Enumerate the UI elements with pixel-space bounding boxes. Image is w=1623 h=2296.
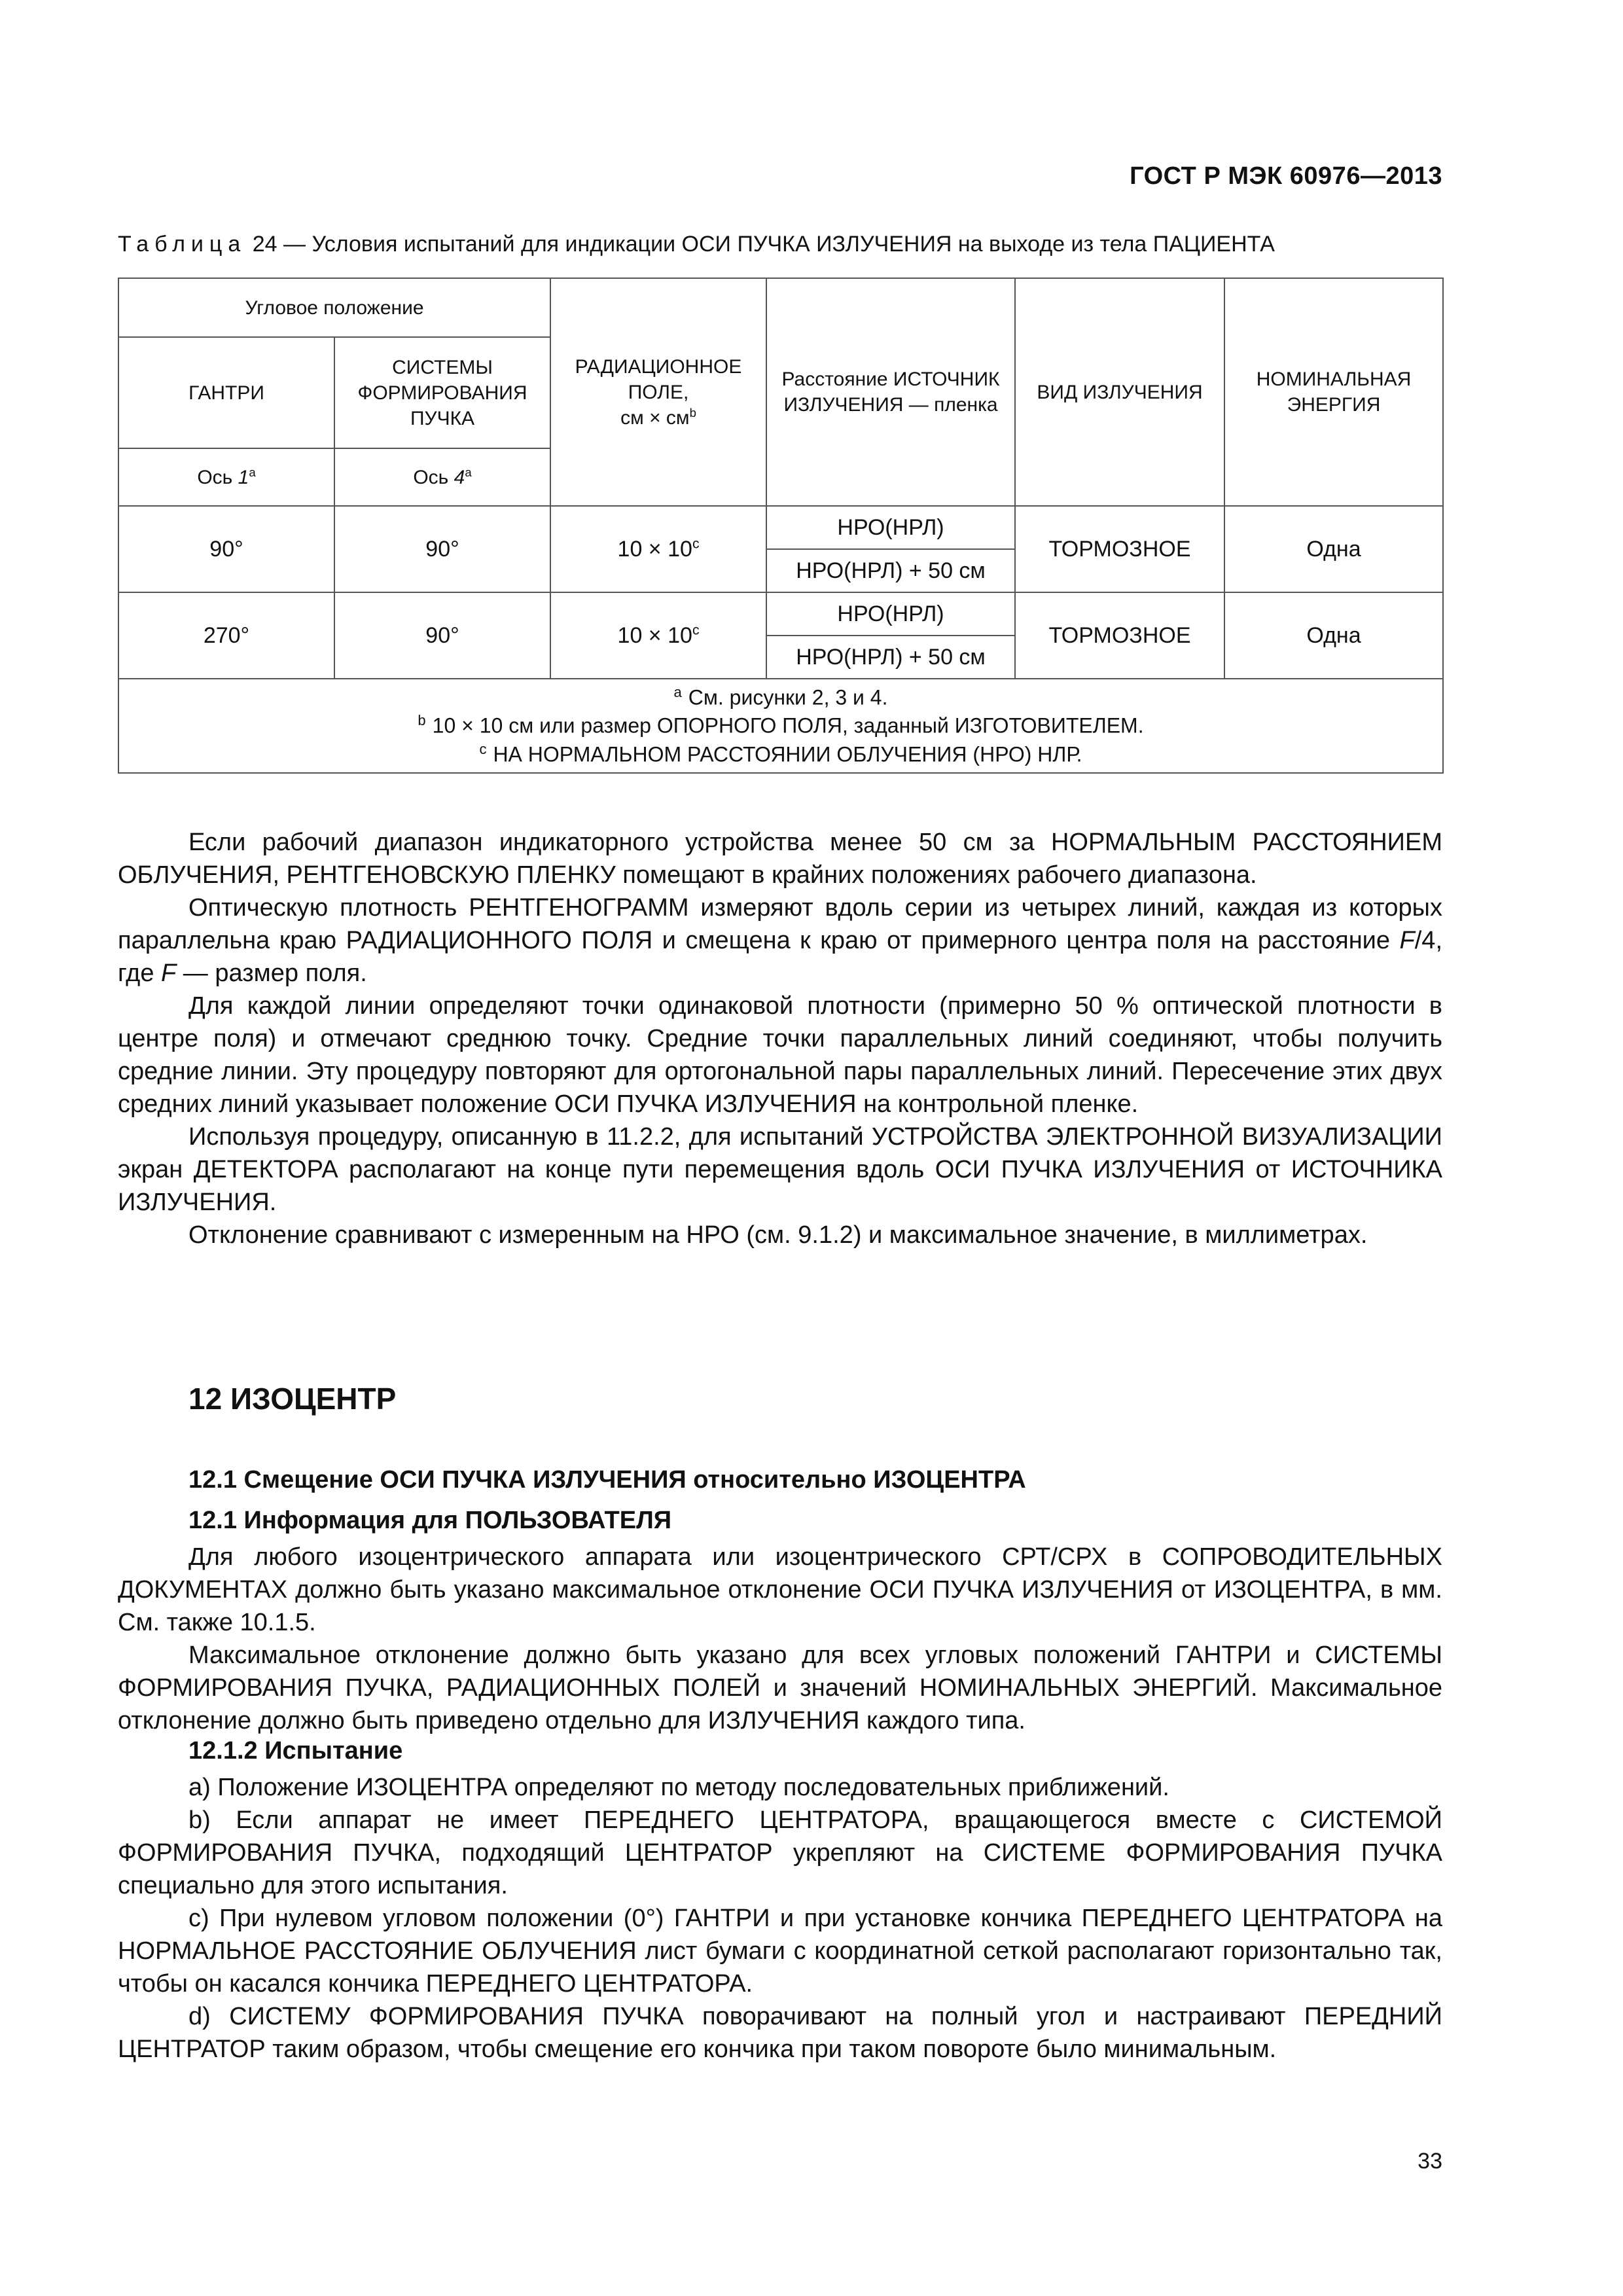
table-caption-word: Таблица xyxy=(118,232,247,257)
row-1-distance-1: НРО(НРЛ) xyxy=(766,506,1015,549)
paragraph-procedure: Используя процедуру, описанную в 11.2.2, для испытаний УСТРОЙСТВА ЭЛЕКТРОННОЙ ВИЗУАЛИЗАЦИИ экран ДЕТЕКТОРА располагают на конце пути перемещения вдоль ОСИ ПУЧКА ИЗЛУЧЕНИЯ от ИСТОЧНИКА ИЗЛУЧЕНИЯ. xyxy=(118,1123,1442,1216)
row-1-distance-2: НРО(НРЛ) + 50 см xyxy=(766,549,1015,592)
row-2-distance-2: НРО(НРЛ) + 50 см xyxy=(766,636,1015,679)
table-row xyxy=(118,592,1443,636)
paragraph-optical-density: Оптическую плотность РЕНТГЕНОГРАММ измеряют вдоль серии из четырех линий, каждая из которых параллельна краю РАДИАЦИОННОГО ПОЛЯ и смещена к краю от примерного центра поля на расстояние F/4, где F — размер поля. xyxy=(118,894,1442,987)
table-footnotes xyxy=(118,679,1443,773)
standard-code: ГОСТ Р МЭК 60976—2013 xyxy=(1130,162,1442,190)
gantry-header: ГАНТРИ xyxy=(118,337,334,448)
paragraph-max-deviation: Максимальное отклонение должно быть указано для всех угловых положений ГАНТРИ и СИСТЕМЫ ФОРМИРОВАНИЯ ПУЧКА, РАДИАЦИОННЫХ ПОЛЕЙ и значений НОМИНАЛЬНЫХ ЭНЕРГИЙ. Максимальное отклонение должно быть приведено отдельно для ИЗЛУЧЕНИЯ каждого типа. xyxy=(118,1641,1442,1734)
field-header-unit: см × см xyxy=(620,406,690,429)
nominal-energy-header: НОМИНАЛЬНАЯ ЭНЕРГИЯ xyxy=(1224,278,1443,506)
body-text-block-1 xyxy=(118,826,1442,1251)
body-text-block-2 xyxy=(118,1541,1442,1737)
list-item-a: a) Положение ИЗОЦЕНТРА определяют по методу последовательных приближений. xyxy=(188,1774,1169,1801)
row-2-energy: Одна xyxy=(1224,592,1443,679)
page-number: 33 xyxy=(1418,2149,1442,2174)
field-header-label: РАДИАЦИОННОЕ ПОЛЕ, xyxy=(575,355,742,403)
table-header-row xyxy=(118,278,1443,337)
section-title-isocenter: 12 ИЗОЦЕНТР xyxy=(188,1382,397,1416)
row-1-energy: Одна xyxy=(1224,506,1443,592)
footnote-c: $^c$ НА НОРМАЛЬНОМ РАССТОЯНИИ ОБЛУЧЕНИЯ (НРО) НЛР. xyxy=(479,740,1082,766)
paragraph-density-points: Для каждой линии определяют точки одинаковой плотности (примерно 50 % оптической плотности в центре поля) и отмечают среднюю точку. Средние точки параллельных линий соединяют, чтобы получить средние линии. Эту процедуру повторяют для ортогональной пары параллельных линий. Пересечение этих двух средних линий указывает положение ОСИ ПУЧКА ИЗЛУЧЕНИЯ на контрольной пленке. xyxy=(118,992,1442,1118)
row-1-system: 90° xyxy=(334,506,550,592)
row-1-field: $10 \times 10^c$ xyxy=(550,506,766,592)
row-2-field: $10 \times 10^c$ xyxy=(550,592,766,679)
table-notes-row xyxy=(118,679,1443,773)
subsection-title-user-info: 12.1 Информация для ПОЛЬЗОВАТЕЛЯ xyxy=(188,1507,672,1534)
table-row xyxy=(118,506,1443,549)
axis-1-label: Ось 1$^a$ xyxy=(118,448,334,506)
subsection-title-test: 12.1.2 Испытание xyxy=(188,1737,403,1765)
row-2-type: ТОРМОЗНОЕ xyxy=(1015,592,1224,679)
table-caption xyxy=(118,232,1442,257)
footnote-b: $^b$ 10 × 10 см или размер ОПОРНОГО ПОЛЯ, заданный ИЗГОТОВИТЕЛЕМ. xyxy=(418,712,1144,738)
field-header xyxy=(550,278,766,506)
document-page xyxy=(118,0,1442,2296)
angular-position-header: Угловое положение xyxy=(118,278,550,337)
row-1-type: ТОРМОЗНОЕ xyxy=(1015,506,1224,592)
distance-header: Расстояние ИСТОЧНИК ИЗЛУЧЕНИЯ — пленка xyxy=(766,278,1015,506)
row-2-system: 90° xyxy=(334,592,550,679)
list-item-b: b) Если аппарат не имеет ПЕРЕДНЕГО ЦЕНТРАТОРА, вращающегося вместе с СИСТЕМОЙ ФОРМИРОВАНИЯ ПУЧКА, подходящий ЦЕНТРАТОР укрепляют на СИСТЕМЕ ФОРМИРОВАНИЯ ПУЧКА специально для этого испытания. xyxy=(118,1806,1442,1899)
test-conditions-table xyxy=(118,278,1444,774)
list-item-d: d) СИСТЕМУ ФОРМИРОВАНИЯ ПУЧКА поворачивают на полный угол и настраивают ПЕРЕДНИЙ ЦЕНТРАТОР таким образом, чтобы смещение его кончика при таком повороте было минимальным. xyxy=(118,2003,1442,2063)
radiation-type-header: ВИД ИЗЛУЧЕНИЯ xyxy=(1015,278,1224,506)
row-1-gantry: 90° xyxy=(118,506,334,592)
row-2-gantry: 270° xyxy=(118,592,334,679)
paragraph-documents: Для любого изоцентрического аппарата или изоцентрического СРТ/СРХ в СОПРОВОДИТЕЛЬНЫХ ДОКУМЕНТАХ должно быть указано максимальное отклонение ОСИ ПУЧКА ИЗЛУЧЕНИЯ от ИЗОЦЕНТРА, в мм. См. также 10.1.5. xyxy=(118,1543,1442,1636)
beam-system-header: СИСТЕМЫ ФОРМИРОВАНИЯ ПУЧКА xyxy=(334,337,550,448)
field-header-footnote: b xyxy=(689,405,696,420)
list-item-c: c) При нулевом угловом положении (0°) ГАНТРИ и при установке кончика ПЕРЕДНЕГО ЦЕНТРАТОРА на НОРМАЛЬНОЕ РАССТОЯНИЕ ОБЛУЧЕНИЯ лист бумаги с координатной сеткой располагают горизонтально так, чтобы он касался кончика ПЕРЕДНЕГО ЦЕНТРАТОРА. xyxy=(118,1905,1442,1998)
paragraph-deviation: Отклонение сравнивают с измеренным на НРО (см. 9.1.2) и максимальное значение, в миллиметрах. xyxy=(188,1221,1368,1249)
subsection-title-offset: 12.1 Смещение ОСИ ПУЧКА ИЗЛУЧЕНИЯ относительно ИЗОЦЕНТРА xyxy=(188,1466,1026,1494)
paragraph-range: Если рабочий диапазон индикаторного устройства менее 50 см за НОРМАЛЬНЫМ РАССТОЯНИЕМ ОБЛУЧЕНИЯ, РЕНТГЕНОВСКУЮ ПЛЕНКУ помещают в крайних положениях рабочего диапазона. xyxy=(118,829,1442,889)
table-caption-text: 24 — Условия испытаний для индикации ОСИ ПУЧКА ИЗЛУЧЕНИЯ на выходе из тела ПАЦИЕНТА xyxy=(252,232,1275,257)
axis-4-label: Ось 4$^a$ xyxy=(334,448,550,506)
row-2-distance-1: НРО(НРЛ) xyxy=(766,592,1015,636)
body-text-block-3 xyxy=(118,1771,1442,2066)
footnote-a: $^a$ См. рисунки 2, 3 и 4. xyxy=(673,684,888,709)
